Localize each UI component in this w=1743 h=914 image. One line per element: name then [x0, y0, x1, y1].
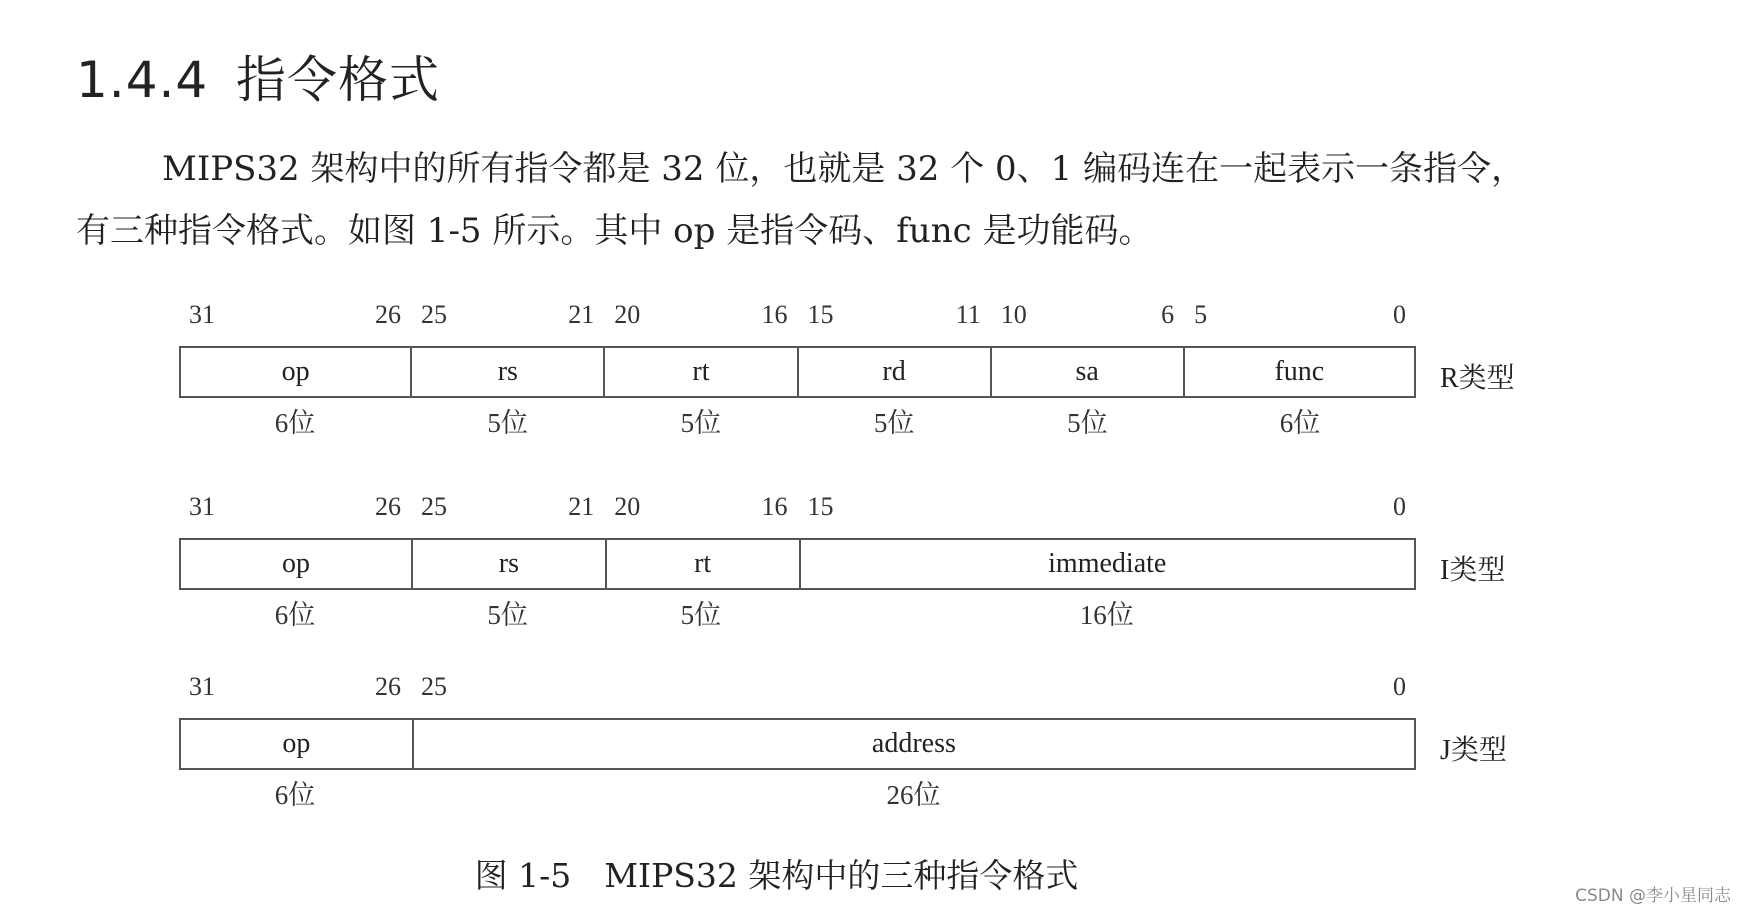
bit-number: 11 — [955, 300, 981, 329]
bit-number: 31 — [189, 492, 215, 521]
bit-number: 16 — [761, 300, 788, 329]
field-rt: rt — [605, 348, 798, 396]
bit-number: 0 — [1393, 300, 1406, 329]
figure-caption: 图 1-5 MIPS32 架构中的三种指令格式 — [474, 856, 1079, 895]
bit-number: 26 — [374, 672, 401, 701]
field-sa: sa — [992, 348, 1185, 396]
bit-number: 21 — [568, 300, 595, 329]
field-width-row — [179, 772, 1416, 812]
format-type-label: R类型 — [1440, 363, 1515, 394]
field-width-row — [179, 592, 1416, 632]
bit-number: 26 — [374, 300, 401, 329]
field-box-row — [179, 346, 1416, 398]
field-width-label: 5位 — [873, 407, 915, 438]
field-width-label: 5位 — [680, 407, 722, 438]
field-width-label: 5位 — [1067, 407, 1108, 438]
bit-number: 0 — [1393, 492, 1406, 521]
body-paragraph — [76, 138, 1636, 262]
field-op: op — [181, 540, 413, 588]
field-width-label: 6位 — [274, 599, 316, 630]
section-heading — [76, 40, 440, 112]
field-width-label: 5位 — [680, 599, 722, 630]
bit-number: 15 — [807, 300, 834, 329]
format-type-label: I类型 — [1440, 555, 1506, 586]
bit-number: 25 — [420, 300, 447, 329]
paragraph-line: MIPS32 架构中的所有指令都是 32 位，也就是 32 个 0、1 编码连在一起表示一条指令， — [162, 149, 1526, 189]
bit-number: 16 — [761, 492, 788, 521]
bit-number: 21 — [568, 492, 595, 521]
format-type-label: J类型 — [1440, 735, 1507, 766]
field-immediate: immediate — [1048, 548, 1167, 579]
bit-number: 0 — [1393, 672, 1406, 701]
bit-number: 25 — [420, 492, 447, 521]
bit-number: 6 — [1161, 300, 1175, 329]
field-rd: rd — [799, 348, 992, 396]
paragraph-line: 有三种指令格式。如图 1-5 所示。其中 op 是指令码、func 是功能码。 — [76, 211, 1153, 251]
bit-number: 10 — [1000, 300, 1027, 329]
field-rs: rs — [413, 540, 607, 588]
bit-number: 20 — [614, 492, 641, 521]
field-width-label: 26位 — [886, 779, 941, 810]
format-J类型 — [0, 672, 1743, 822]
field-box-row — [179, 538, 1416, 590]
field-width-row — [179, 400, 1416, 440]
field-width-label: 16位 — [1079, 599, 1134, 630]
bit-number: 25 — [420, 672, 447, 701]
section-title: 指令格式 — [236, 51, 440, 109]
field-op: op — [181, 720, 414, 768]
field-width-label: 5位 — [487, 407, 528, 438]
field-op: op — [181, 348, 412, 396]
field-rt: rt — [607, 540, 801, 588]
bit-number: 31 — [189, 672, 215, 701]
field-width-label: 6位 — [274, 407, 316, 438]
watermark: CSDN @李小星同志 — [1575, 886, 1731, 906]
field-width-label: 6位 — [274, 779, 316, 810]
field-func: func — [1274, 356, 1325, 387]
field-width-label: 5位 — [487, 599, 528, 630]
bit-number: 5 — [1194, 300, 1208, 329]
bit-number-row — [0, 492, 1743, 522]
field-address: address — [871, 728, 956, 759]
format-I类型 — [0, 492, 1743, 642]
bit-number: 31 — [189, 300, 215, 329]
bit-number: 20 — [614, 300, 641, 329]
format-R类型 — [0, 300, 1743, 450]
bit-number: 15 — [807, 492, 834, 521]
field-rs: rs — [412, 348, 605, 396]
section-number: 1.4.4 — [76, 51, 209, 109]
bit-number-row — [0, 672, 1743, 702]
bit-number-row — [0, 300, 1743, 330]
field-box-row — [179, 718, 1416, 770]
bit-number: 26 — [374, 492, 401, 521]
field-width-label: 6位 — [1279, 407, 1321, 438]
